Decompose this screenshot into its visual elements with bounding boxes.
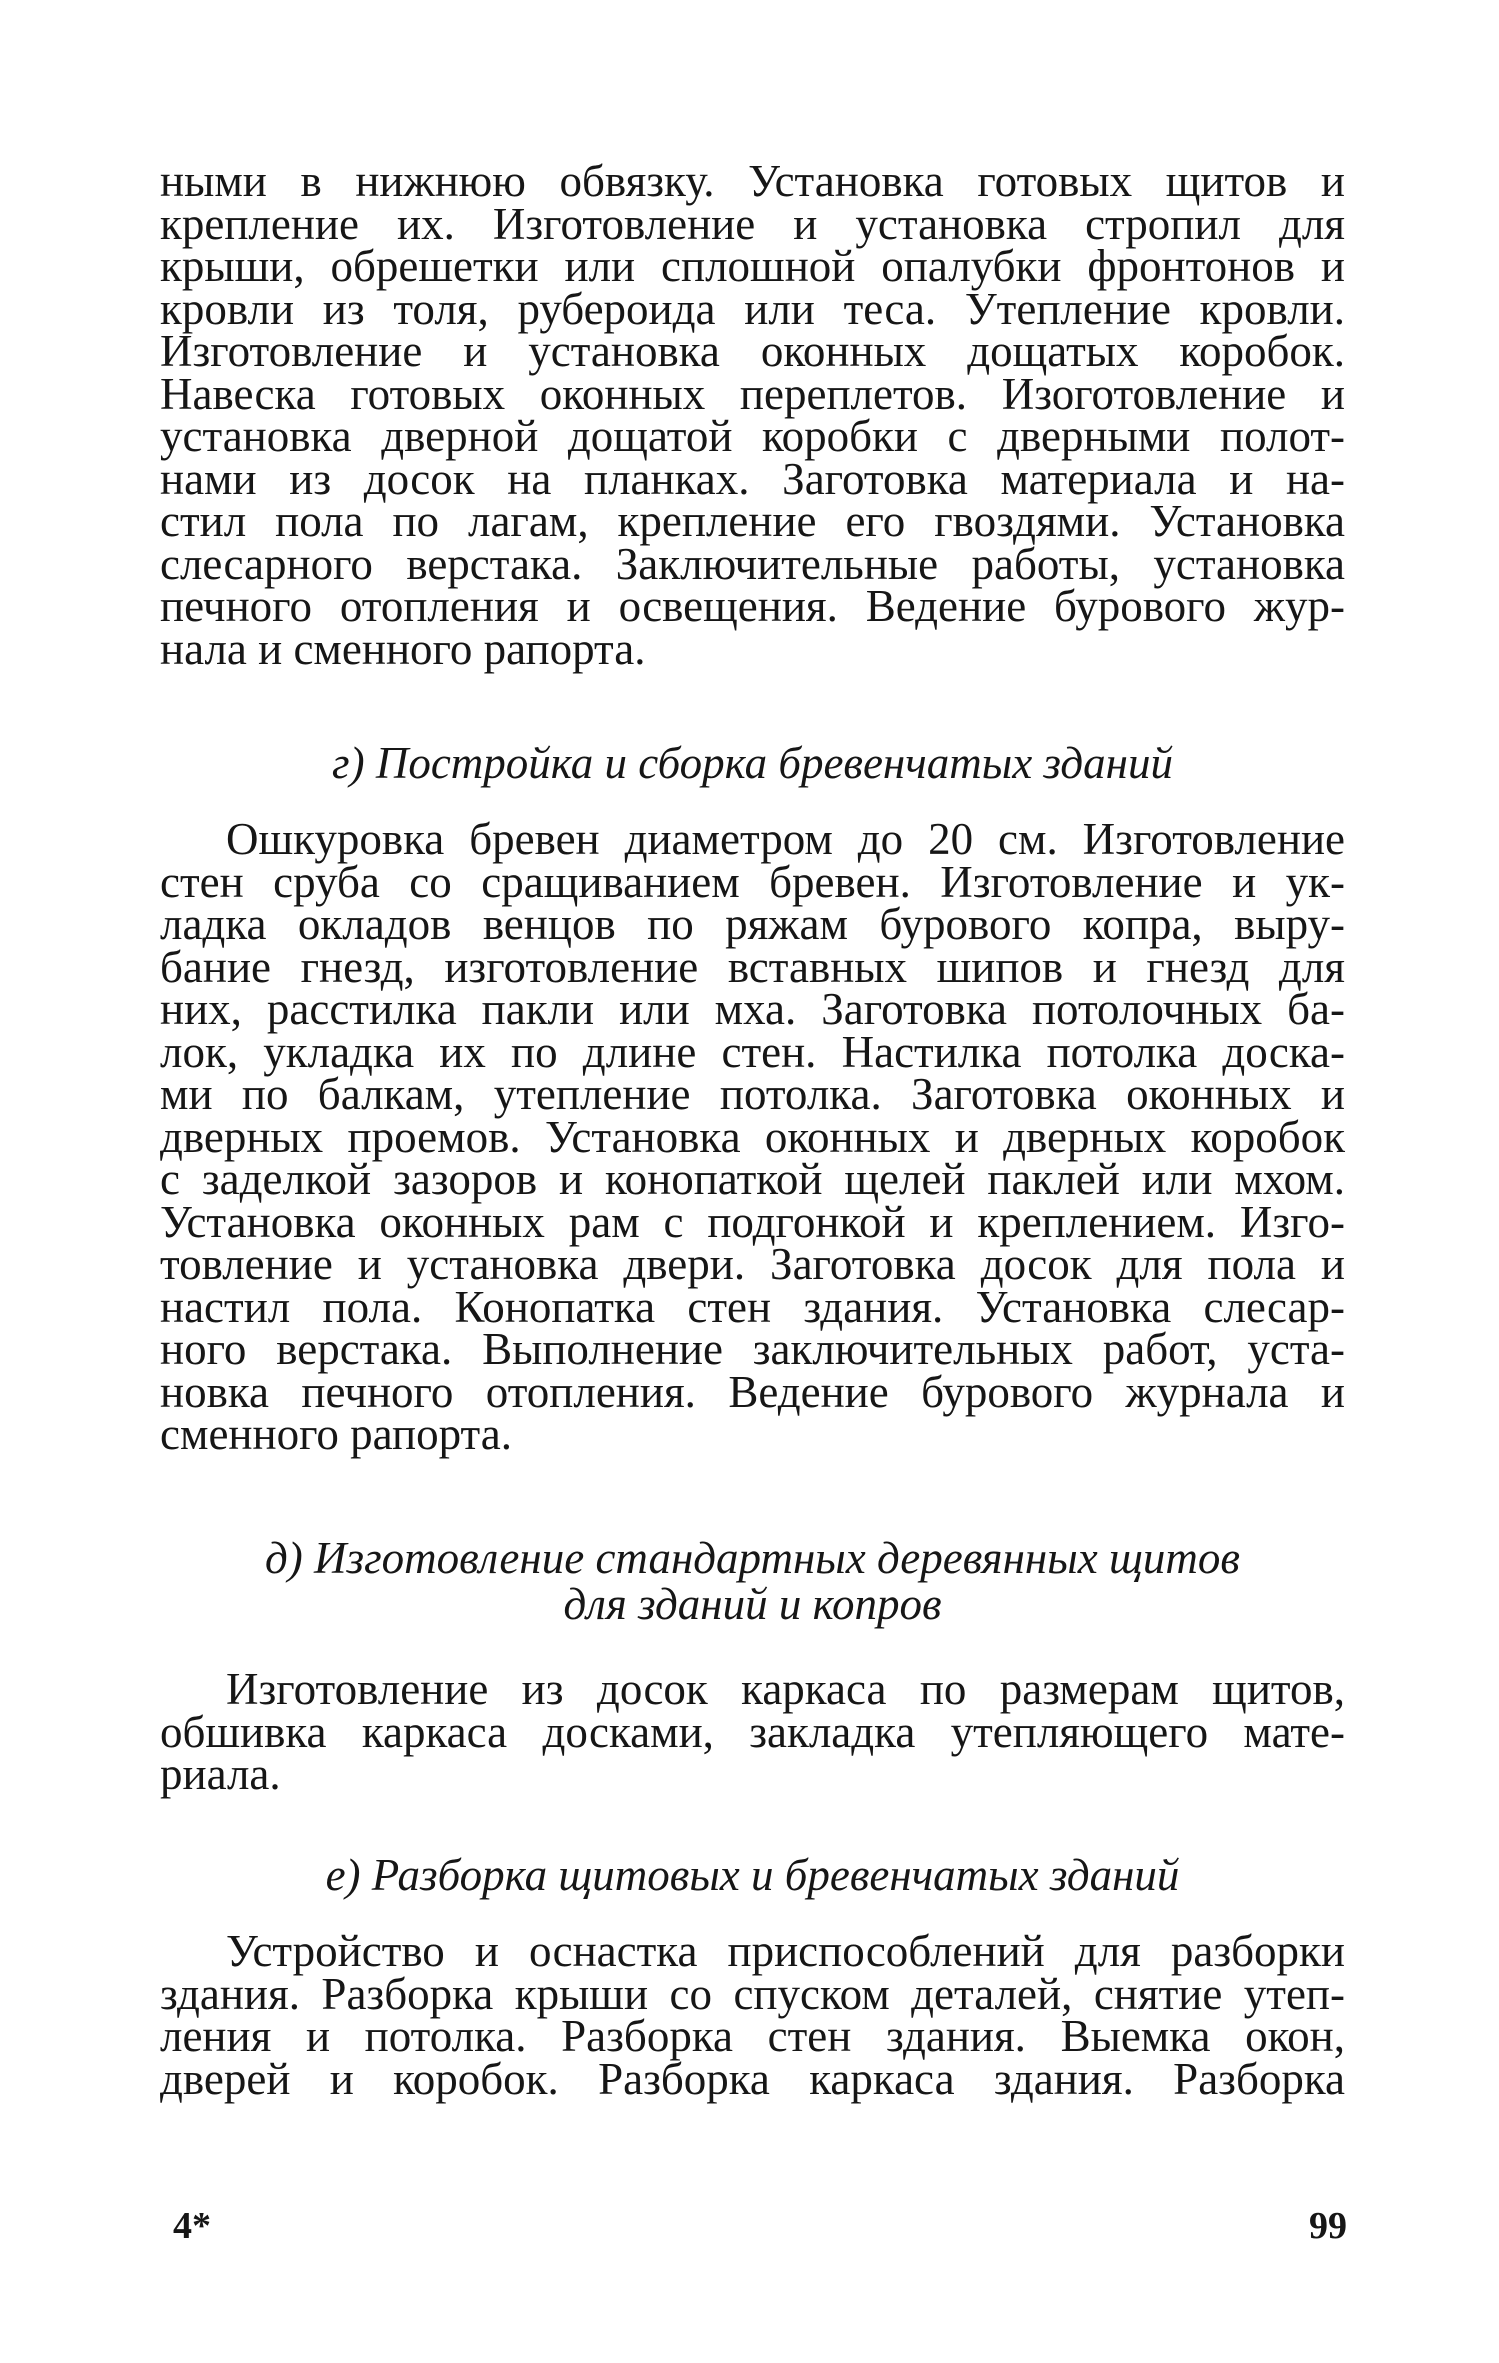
text-line: лок, укладка их по длине стен. Настилка потолка доска-	[160, 1026, 1345, 1077]
text-line: риала.	[160, 1749, 281, 1799]
page-number: 99	[1309, 2205, 1347, 2247]
text-line: дверных проемов. Установка оконных и дверных коробок	[160, 1111, 1345, 1162]
text-line: крепление их. Изготовление и установка стропил для	[160, 198, 1345, 249]
text-line: Установка оконных рам с подгонкой и креплением. Изго-	[160, 1196, 1345, 1247]
text-line: здания. Разборка крыши со спуском деталей, снятие утеп-	[160, 1968, 1345, 2019]
text-line: настил пола. Конопатка стен здания. Установка слесар-	[160, 1281, 1345, 1332]
text-line: Изготовление из досок каркаса по размерам щитов,	[226, 1664, 1345, 1714]
paragraph-standard-panels	[160, 1664, 1345, 1799]
text-line: сменного рапорта.	[160, 1409, 512, 1459]
text-line: ного верстака. Выполнение заключительных работ, уста-	[160, 1324, 1345, 1374]
text-line: крыши, обрешетки или сплошной опалубки фронтонов и	[160, 241, 1345, 291]
text-line: ми по балкам, утепление потолка. Заготовка оконных и	[160, 1069, 1345, 1119]
text-line: Ошкуровка бревен диаметром до 20 см. Изготовление	[226, 814, 1345, 864]
text-line: слесарного верстака. Заключительные работы, установка	[160, 538, 1345, 589]
text-line: кровли из толя, рубероида или теса. Утепление кровли.	[160, 283, 1345, 334]
text-line: Навеска готовых оконных переплетов. Изоготовление и	[160, 368, 1345, 419]
paragraph-building-assembly-continued	[160, 156, 1345, 674]
text-line: с заделкой зазоров и конопаткой щелей паклей или мхом.	[160, 1154, 1345, 1204]
text-line: нами из досок на планках. Заготовка материала и на-	[160, 453, 1345, 504]
section-heading-d	[160, 1535, 1345, 1627]
heading-line: для зданий и копров	[563, 1579, 942, 1629]
text-line: Изготовление и установка оконных дощатых коробок.	[160, 326, 1345, 376]
text-line: новка печного отопления. Ведение бурового журнала и	[160, 1366, 1345, 1417]
text-line: них, расстилка пакли или мха. Заготовка потолочных ба-	[160, 984, 1345, 1034]
signature-mark: 4*	[173, 2205, 211, 2247]
text-line: нала и сменного рапорта.	[160, 623, 646, 674]
text-line: ладка окладов венцов по ряжам бурового копра, выру-	[160, 899, 1345, 949]
text-line: стил пола по лагам, крепление его гвоздями. Установка	[160, 496, 1345, 546]
text-line: ными в нижнюю обвязку. Установка готовых щитов и	[160, 156, 1345, 206]
heading-line: г) Постройка и сборка бревенчатых зданий	[332, 738, 1173, 788]
text-line: бание гнезд, изготовление вставных шипов и гнезд для	[160, 941, 1345, 992]
text-line: дверей и коробок. Разборка каркаса здания. Разборка	[160, 2053, 1345, 2104]
text-line: печного отопления и освещения. Ведение бурового жур-	[160, 581, 1345, 631]
paragraph-log-buildings	[160, 814, 1345, 1459]
heading-line: д) Изготовление стандартных деревянных щитов	[265, 1533, 1240, 1583]
text-line: установка дверной дощатой коробки с дверными полот-	[160, 411, 1345, 461]
paragraph-dismantling	[160, 1926, 1345, 2104]
section-heading-g	[160, 740, 1345, 786]
heading-line: е) Разборка щитовых и бревенчатых зданий	[325, 1850, 1180, 1900]
text-line: товление и установка двери. Заготовка досок для пола и	[160, 1239, 1345, 1289]
section-heading-e	[160, 1852, 1345, 1898]
text-line: стен сруба со сращиванием бревен. Изготовление и ук-	[160, 856, 1345, 907]
text-line: ления и потолка. Разборка стен здания. Выемка окон,	[160, 2011, 1345, 2061]
text-line: Устройство и оснастка приспособлений для разборки	[226, 1926, 1345, 1976]
text-line: обшивка каркаса досками, закладка утепляющего мате-	[160, 1706, 1345, 1757]
